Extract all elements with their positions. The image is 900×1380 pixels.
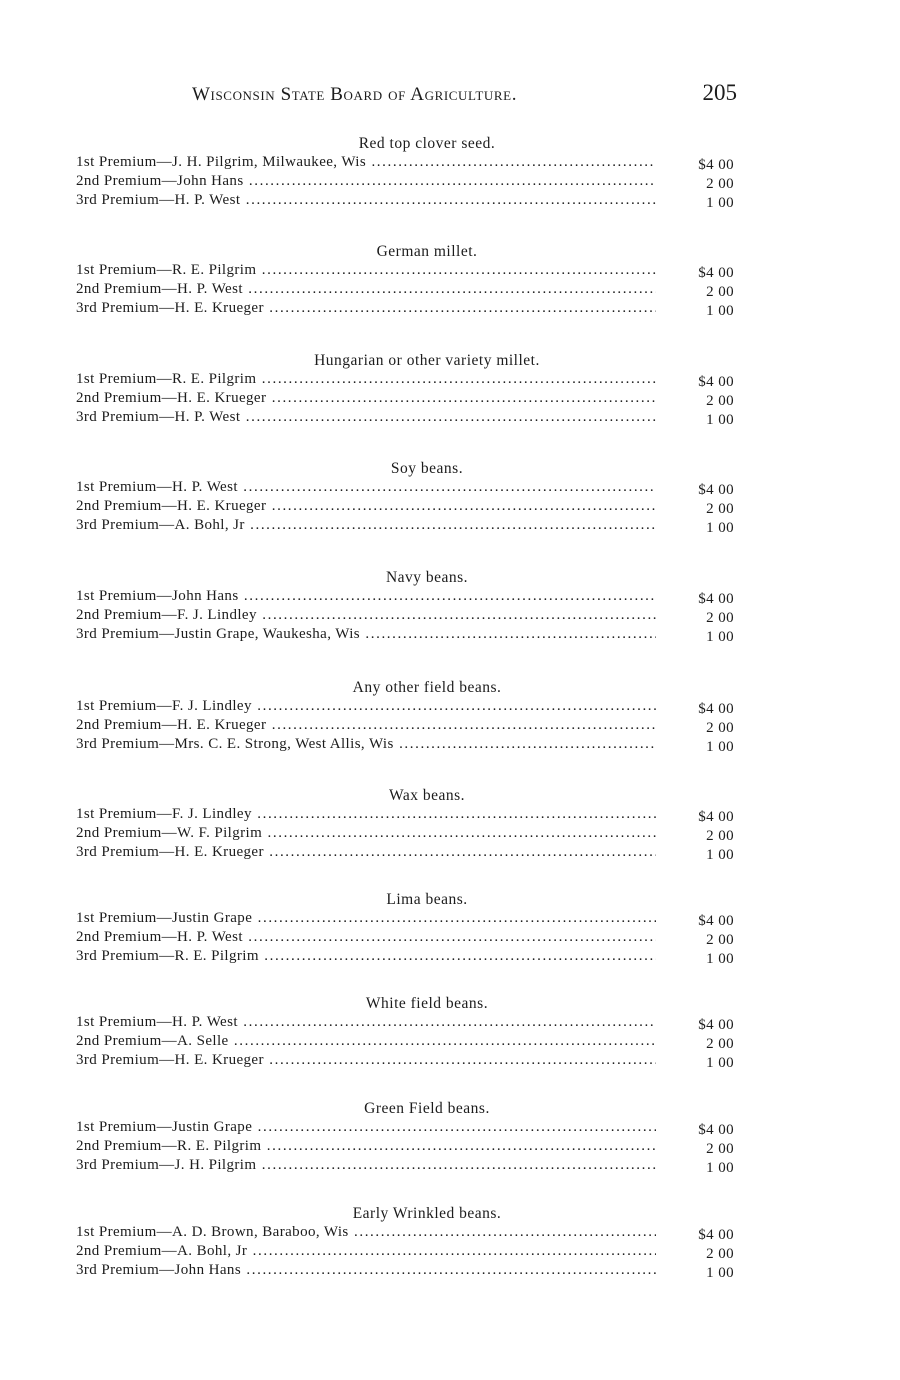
- premium-section: [76, 242, 738, 318]
- entry-amount: 2 00: [706, 501, 734, 517]
- entry-amount: 2 00: [706, 828, 734, 844]
- premium-entry: [76, 716, 738, 735]
- entry-amount: 1 00: [706, 520, 734, 536]
- entry-text: 1st Premium—Justin Grape .....: [76, 1118, 656, 1137]
- entry-text: 2nd Premium—H. E. Krueger .....: [76, 389, 656, 408]
- premium-entry: [76, 153, 738, 172]
- premium-entry: [76, 172, 738, 191]
- entry-amount: $4 00: [698, 913, 734, 929]
- entry-text: 3rd Premium—J. H. Pilgrim .....: [76, 1156, 656, 1175]
- entry-text: 1st Premium—A. D. Brown, Baraboo, Wis .....: [76, 1223, 656, 1242]
- premium-section: [76, 890, 738, 966]
- entry-amount: $4 00: [698, 701, 734, 717]
- premium-section: [76, 678, 738, 754]
- entry-amount: $4 00: [698, 1122, 734, 1138]
- entry-text: 2nd Premium—H. E. Krueger .....: [76, 716, 656, 735]
- section-title: Hungarian or other variety millet.: [314, 352, 540, 369]
- entry-text: 3rd Premium—John Hans .....: [76, 1261, 656, 1280]
- running-head: [192, 80, 737, 114]
- entry-amount: 1 00: [706, 195, 734, 211]
- premium-entry: [76, 1118, 738, 1137]
- entry-amount: 1 00: [706, 629, 734, 645]
- entry-text: 2nd Premium—H. P. West .....: [76, 280, 656, 299]
- entry-text: 1st Premium—H. P. West .....: [76, 478, 656, 497]
- entry-text: 1st Premium—R. E. Pilgrim .....: [76, 261, 656, 280]
- entry-text: 1st Premium—F. J. Lindley .....: [76, 697, 656, 716]
- premium-entry: [76, 1032, 738, 1051]
- section-title: Red top clover seed.: [358, 135, 496, 152]
- entry-text: 3rd Premium—A. Bohl, Jr .....: [76, 516, 656, 535]
- premium-section: [76, 1099, 738, 1175]
- premium-section: [76, 134, 738, 210]
- entry-text: 3rd Premium—Justin Grape, Waukesha, Wis .....: [76, 625, 656, 644]
- entry-amount: 2 00: [706, 720, 734, 736]
- entry-text: 2nd Premium—R. E. Pilgrim .....: [76, 1137, 656, 1156]
- entry-amount: 1 00: [706, 1055, 734, 1071]
- entry-text: 1st Premium—H. P. West .....: [76, 1013, 656, 1032]
- premium-entry: [76, 697, 738, 716]
- entry-amount: $4 00: [698, 265, 734, 281]
- entry-text: 2nd Premium—John Hans .....: [76, 172, 656, 191]
- entry-text: 1st Premium—J. H. Pilgrim, Milwaukee, Wis .....: [76, 153, 656, 172]
- section-title: Green Field beans.: [364, 1100, 490, 1117]
- entry-text: 1st Premium—John Hans .....: [76, 587, 656, 606]
- section-title: German millet.: [376, 243, 478, 260]
- section-title: Wax beans.: [388, 787, 466, 804]
- premium-entry: [76, 370, 738, 389]
- entry-amount: $4 00: [698, 1227, 734, 1243]
- entry-text: 3rd Premium—H. P. West .....: [76, 408, 656, 427]
- premium-entry: [76, 1013, 738, 1032]
- entry-amount: 2 00: [706, 176, 734, 192]
- premium-entry: [76, 843, 738, 862]
- entry-amount: 2 00: [706, 610, 734, 626]
- premium-entry: [76, 516, 738, 535]
- entry-amount: 1 00: [706, 739, 734, 755]
- premium-entry: [76, 587, 738, 606]
- running-title: Wisconsin State Board of Agriculture.: [192, 84, 518, 105]
- entry-amount: 2 00: [706, 1141, 734, 1157]
- premium-section: [76, 459, 738, 535]
- entry-amount: $4 00: [698, 1017, 734, 1033]
- premium-entry: [76, 191, 738, 210]
- entry-text: 3rd Premium—H. E. Krueger .....: [76, 299, 656, 318]
- section-title: Soy beans.: [390, 460, 464, 477]
- entry-text: 3rd Premium—R. E. Pilgrim .....: [76, 947, 656, 966]
- premium-entry: [76, 408, 738, 427]
- premium-entry: [76, 1261, 738, 1280]
- entry-text: 1st Premium—Justin Grape .....: [76, 909, 656, 928]
- premium-section: [76, 994, 738, 1070]
- premium-entry: [76, 606, 738, 625]
- entry-amount: 1 00: [706, 1160, 734, 1176]
- premium-entry: [76, 280, 738, 299]
- premium-entry: [76, 389, 738, 408]
- entry-amount: $4 00: [698, 482, 734, 498]
- premium-entry: [76, 947, 738, 966]
- entry-text: 3rd Premium—Mrs. C. E. Strong, West Allis, Wis .....: [76, 735, 656, 754]
- premium-entry: [76, 497, 738, 516]
- entry-amount: $4 00: [698, 374, 734, 390]
- premium-section: [76, 351, 738, 427]
- section-title: Any other field beans.: [352, 679, 502, 696]
- section-title: Early Wrinkled beans.: [352, 1205, 502, 1222]
- entry-amount: 1 00: [706, 847, 734, 863]
- section-title: White field beans.: [365, 995, 489, 1012]
- premium-entry: [76, 735, 738, 754]
- entry-amount: 2 00: [706, 1246, 734, 1262]
- entry-text: 2nd Premium—F. J. Lindley .....: [76, 606, 656, 625]
- entry-amount: 1 00: [706, 303, 734, 319]
- entry-text: 3rd Premium—H. P. West .....: [76, 191, 656, 210]
- entry-text: 3rd Premium—H. E. Krueger .....: [76, 843, 656, 862]
- entry-text: 1st Premium—R. E. Pilgrim .....: [76, 370, 656, 389]
- entry-text: 2nd Premium—W. F. Pilgrim .....: [76, 824, 656, 843]
- entry-text: 3rd Premium—H. E. Krueger .....: [76, 1051, 656, 1070]
- section-title: Navy beans.: [385, 569, 469, 586]
- entry-amount: 2 00: [706, 393, 734, 409]
- entry-amount: 1 00: [706, 951, 734, 967]
- entry-amount: $4 00: [698, 591, 734, 607]
- entry-amount: 1 00: [706, 412, 734, 428]
- premium-entry: [76, 928, 738, 947]
- premium-entry: [76, 1223, 738, 1242]
- premium-entry: [76, 1242, 738, 1261]
- premium-entry: [76, 1051, 738, 1070]
- entry-amount: 2 00: [706, 284, 734, 300]
- premium-section: [76, 786, 738, 862]
- premium-entry: [76, 625, 738, 644]
- premium-section: [76, 568, 738, 644]
- entry-amount: $4 00: [698, 809, 734, 825]
- premium-entry: [76, 805, 738, 824]
- entry-amount: 2 00: [706, 932, 734, 948]
- entry-text: 1st Premium—F. J. Lindley .....: [76, 805, 656, 824]
- premium-entry: [76, 1137, 738, 1156]
- entry-text: 2nd Premium—A. Selle .....: [76, 1032, 656, 1051]
- entry-text: 2nd Premium—H. E. Krueger .....: [76, 497, 656, 516]
- premium-entry: [76, 909, 738, 928]
- premium-entry: [76, 261, 738, 280]
- entry-text: 2nd Premium—H. P. West .....: [76, 928, 656, 947]
- premium-entry: [76, 299, 738, 318]
- entry-amount: $4 00: [698, 157, 734, 173]
- premium-section: [76, 1204, 738, 1280]
- premium-entry: [76, 478, 738, 497]
- section-title: Lima beans.: [386, 891, 468, 908]
- entry-amount: 1 00: [706, 1265, 734, 1281]
- premium-entry: [76, 1156, 738, 1175]
- premium-entry: [76, 824, 738, 843]
- entry-amount: 2 00: [706, 1036, 734, 1052]
- page-number: 205: [702, 80, 737, 105]
- entry-text: 2nd Premium—A. Bohl, Jr .....: [76, 1242, 656, 1261]
